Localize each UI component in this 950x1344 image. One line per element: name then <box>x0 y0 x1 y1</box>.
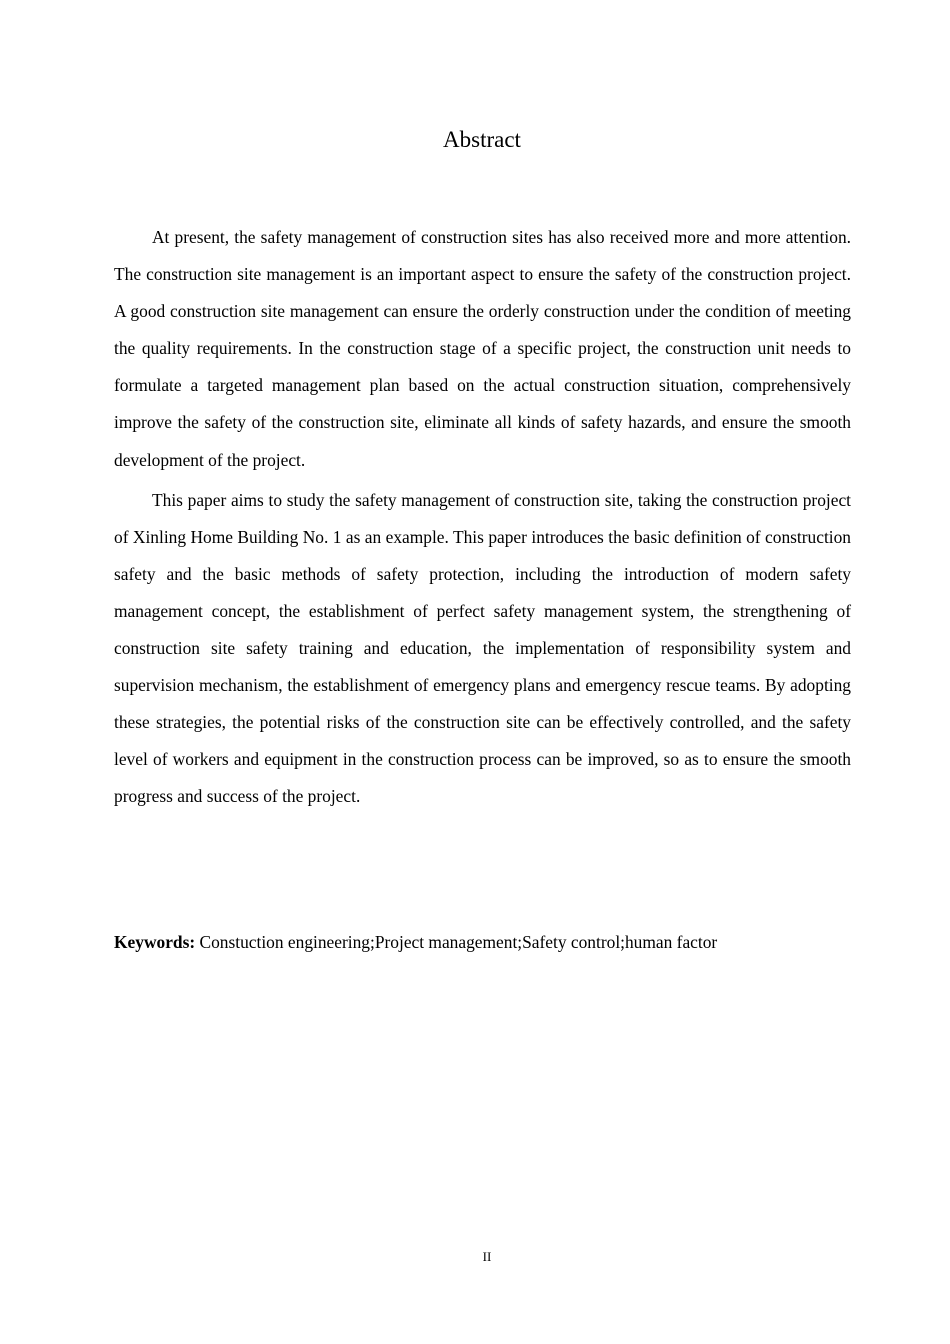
abstract-paragraph-1: At present, the safety management of construction sites has also received more and more attention. The construction site management is an important aspect to ensure the safety of the construction project. A good construction site management can ensure the orderly construction under the condition of meeting the quality requirements. In the construction stage of a specific project, the construction unit needs to formulate a targeted management plan based on the actual construction situation, comprehensively improve the safety of the construction site, eliminate all kinds of safety hazards, and ensure the smooth development of the project. <box>114 227 851 470</box>
abstract-paragraph-2: This paper aims to study the safety management of construction site, taking the construction project of Xinling Home Building No. 1 as an example. This paper introduces the basic definition of construction safety and the basic methods of safety protection, including the introduction of modern safety management concept, the establishment of perfect safety management system, the strengthening of construction site safety training and education, the implementation of responsibility system and supervision mechanism, the establishment of emergency plans and emergency rescue teams. By adopting these strategies, the potential risks of the construction site can be effectively controlled, and the safety level of workers and equipment in the construction process can be improved, so as to ensure the smooth progress and success of the project. <box>114 489 851 807</box>
abstract-body <box>114 219 851 819</box>
keywords-line <box>114 929 851 955</box>
keywords-text: Constuction engineering;Project management;Safety control;human factor <box>195 932 718 952</box>
page-number: II <box>482 1249 492 1264</box>
keywords-label: Keywords: <box>114 932 196 952</box>
page-title: Abstract <box>443 127 521 152</box>
